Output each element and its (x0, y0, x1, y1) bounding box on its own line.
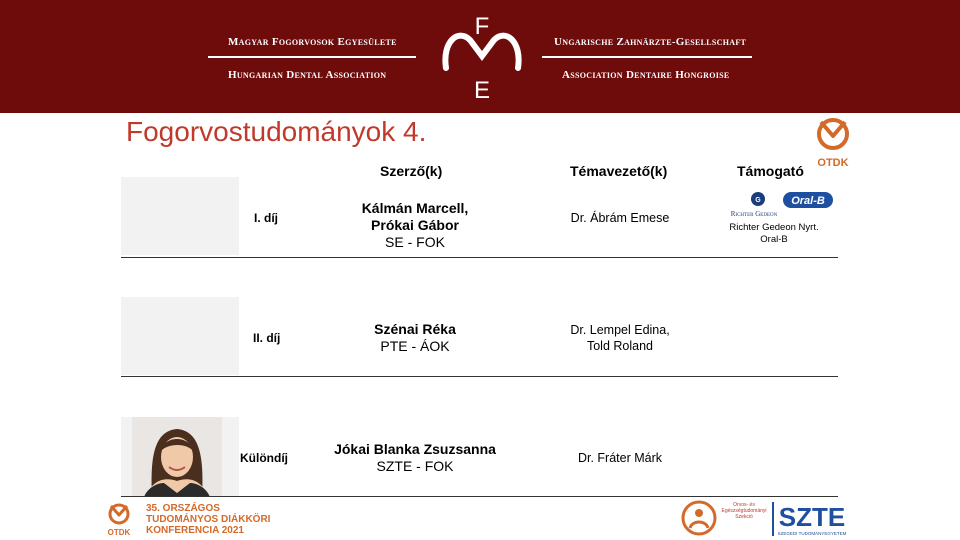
photo-placeholder-2 (121, 297, 239, 375)
authors-1-institution: SE - FOK (385, 234, 445, 250)
prize-label-2: II. díj (253, 331, 281, 345)
szte-logo-icon (772, 500, 850, 538)
authors-2-institution: PTE - ÁOK (380, 338, 450, 354)
row-divider-3 (121, 496, 838, 497)
oral-b-logo-label: Oral-B (791, 195, 825, 207)
authors-3-line1: Jókai Blanka Zsuzsanna (334, 441, 496, 457)
otdk-logo-label: OTDK (817, 157, 849, 169)
supervisor-1 (545, 210, 695, 226)
header-right-bottom: Association Dentaire Hongroise (562, 69, 730, 81)
supervisor-1-line1: Dr. Ábrám Emese (570, 211, 670, 225)
oral-b-logo-icon (783, 192, 833, 208)
column-header-supervisors: Témavezető(k) (570, 163, 668, 179)
authors-2-line1: Szénai Réka (374, 321, 456, 337)
supervisor-3 (545, 450, 695, 466)
authors-3 (300, 441, 530, 475)
page-title: Fogorvostudományok 4. (126, 116, 427, 147)
prize-label-3: Különdíj (240, 451, 288, 465)
authors-1-line2: Prókai Gábor (371, 217, 459, 233)
supervisor-2 (545, 322, 695, 354)
sponsor-line1: Richter Gedeon Nyrt. (729, 222, 819, 233)
photo-placeholder-1 (121, 177, 239, 255)
footer-conf-line1: 35. ORSZÁGOS (146, 503, 220, 514)
footer-otdk-label: OTDK (107, 528, 131, 537)
authors-2 (300, 321, 530, 355)
row-divider-1 (121, 257, 838, 258)
header-left-bottom: Hungarian Dental Association (228, 69, 387, 81)
mfe-logo-icon (440, 12, 524, 102)
header-right-line (542, 56, 752, 58)
supervisor-2-line1: Dr. Lempel Edina, (570, 323, 670, 337)
footer-otdk-logo-icon (104, 503, 134, 537)
richter-gedeon-logo-label: Richter Gedeon (730, 210, 778, 218)
authors-1-line1: Kálmán Marcell, (361, 200, 469, 216)
section-logo-icon (681, 500, 717, 536)
sponsor-line2: Oral-B (760, 234, 788, 245)
header-left-top: Magyar Fogorvosok Egyesülete (228, 36, 397, 48)
footer-section-text: Orvos- és Egészségtudományi Szekció (721, 502, 767, 520)
header-right-top: Ungarische Zahnärzte-Gesellschaft (554, 36, 747, 48)
column-header-authors: Szerző(k) (380, 163, 443, 179)
footer-conference (146, 503, 270, 536)
row-divider-2 (121, 376, 838, 377)
supervisor-2-line2: Told Roland (586, 339, 653, 353)
supervisor-3-line1: Dr. Fráter Márk (577, 451, 663, 465)
authors-3-institution: SZTE - FOK (376, 458, 454, 474)
szte-logo-label: SZTE (778, 502, 846, 532)
otdk-logo-icon (810, 116, 856, 170)
header-banner (0, 0, 960, 113)
footer-conf-line3: KONFERENCIA 2021 (146, 525, 244, 536)
richter-gedeon-logo-icon (726, 190, 782, 218)
mfe-logo-f: F (474, 13, 490, 40)
prize-label-1: I. díj (254, 211, 278, 225)
szte-logo-sub: SZEGEDI TUDOMÁNYEGYETEM (777, 531, 847, 536)
person-photo-icon (132, 417, 222, 497)
mfe-logo-e: E (473, 77, 491, 102)
footer-conf-line2: TUDOMÁNYOS DIÁKKÖRI (146, 514, 271, 525)
authors-1 (300, 200, 530, 251)
column-header-sponsor: Támogató (737, 163, 804, 179)
svg-text:G: G (755, 197, 761, 204)
sponsor-text (718, 222, 830, 246)
header-left-line (208, 56, 416, 58)
